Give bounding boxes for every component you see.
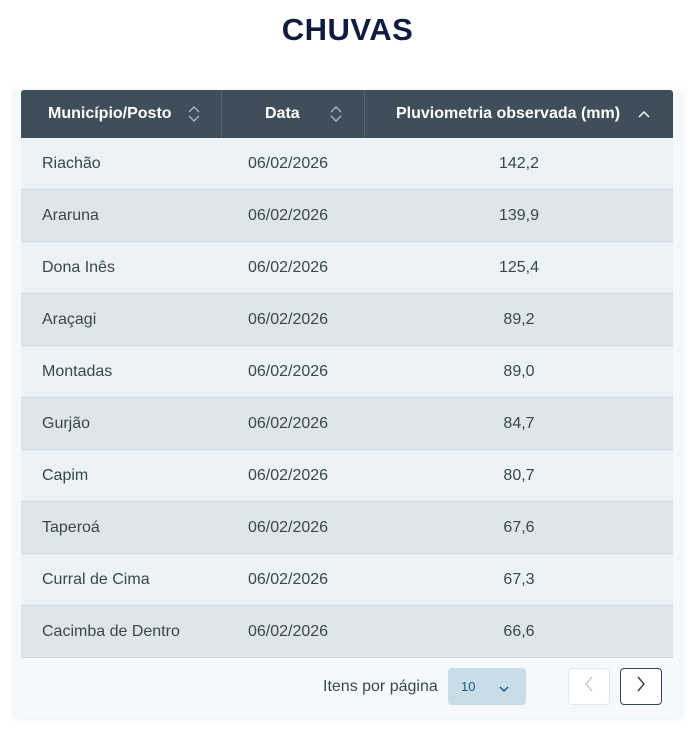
- rainfall-table: [21, 90, 673, 658]
- items-per-page-select[interactable]: [448, 668, 526, 705]
- table-header: [21, 90, 673, 138]
- table-row: [21, 554, 673, 606]
- cell-municipio: Araçagi: [42, 310, 97, 328]
- sort-unsorted-icon[interactable]: [187, 105, 201, 123]
- cell-municipio: Montadas: [42, 362, 113, 380]
- sort-unsorted-icon[interactable]: [329, 105, 343, 123]
- column-header-municipio[interactable]: [21, 90, 222, 138]
- cell-municipio: Taperoá: [42, 518, 100, 536]
- chevron-down-icon: [498, 681, 510, 696]
- cell-pluviometria: 67,6: [503, 518, 535, 536]
- cell-data: 06/02/2026: [248, 466, 329, 484]
- table-row: [21, 606, 673, 658]
- cell-pluviometria: 89,0: [503, 362, 535, 380]
- table-row: [21, 190, 673, 242]
- items-per-page-label: Itens por página: [323, 678, 438, 695]
- cell-pluviometria: 139,9: [498, 206, 540, 224]
- cell-municipio: Cacimba de Dentro: [42, 622, 180, 640]
- cell-pluviometria: 84,7: [503, 414, 535, 432]
- cell-pluviometria: 67,3: [503, 570, 535, 588]
- cell-pluviometria: 142,2: [498, 154, 540, 172]
- column-header-label: Pluviometria observada (mm): [396, 105, 621, 122]
- cell-pluviometria: 125,4: [498, 258, 540, 276]
- pagination-bar: [21, 658, 673, 716]
- column-header-pluviometria[interactable]: [365, 90, 673, 138]
- table-body: [21, 138, 673, 658]
- table-row: [21, 398, 673, 450]
- cell-data: 06/02/2026: [248, 206, 329, 224]
- cell-data: 06/02/2026: [248, 622, 329, 640]
- cell-municipio: Riachão: [42, 154, 101, 172]
- cell-data: 06/02/2026: [248, 154, 329, 172]
- cell-municipio: Curral de Cima: [42, 570, 150, 588]
- cell-pluviometria: 80,7: [503, 466, 535, 484]
- next-page-button[interactable]: [620, 668, 662, 705]
- table-row: [21, 450, 673, 502]
- table-row: [21, 242, 673, 294]
- cell-data: 06/02/2026: [248, 570, 329, 588]
- table-row: [21, 346, 673, 398]
- chevron-right-icon: [635, 675, 647, 698]
- column-header-label: Data: [265, 105, 300, 122]
- page-title: CHUVAS: [281, 12, 414, 47]
- table-row: [21, 138, 673, 190]
- cell-municipio: Dona Inês: [42, 258, 115, 276]
- column-header-data[interactable]: [222, 90, 365, 138]
- cell-data: 06/02/2026: [248, 518, 329, 536]
- cell-data: 06/02/2026: [248, 414, 329, 432]
- chevron-left-icon: [583, 675, 595, 698]
- sort-ascending-icon[interactable]: [637, 109, 651, 119]
- cell-pluviometria: 66,6: [503, 622, 535, 640]
- items-per-page-value: 10: [461, 679, 476, 694]
- cell-municipio: Gurjão: [42, 414, 91, 432]
- cell-pluviometria: 89,2: [503, 310, 535, 328]
- table-row: [21, 502, 673, 554]
- table-row: [21, 294, 673, 346]
- previous-page-button[interactable]: [568, 668, 610, 705]
- cell-municipio: Capim: [42, 466, 89, 484]
- cell-data: 06/02/2026: [248, 258, 329, 276]
- cell-municipio: Araruna: [42, 206, 99, 224]
- cell-data: 06/02/2026: [248, 310, 329, 328]
- column-header-label: Município/Posto: [48, 105, 172, 122]
- cell-data: 06/02/2026: [248, 362, 329, 380]
